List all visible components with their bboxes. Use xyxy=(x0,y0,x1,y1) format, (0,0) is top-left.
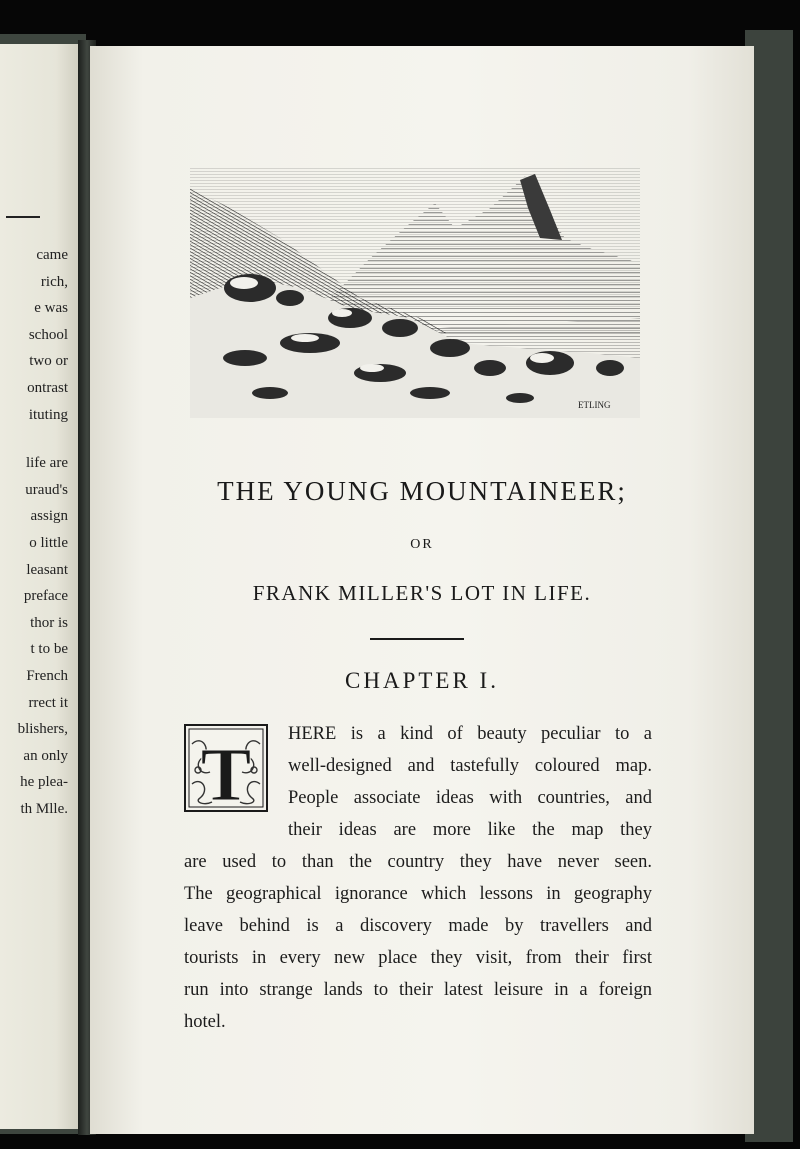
left-line: two or xyxy=(29,353,68,370)
left-line: he plea- xyxy=(20,774,68,791)
left-line: rrect it xyxy=(28,694,68,711)
left-line: thor is xyxy=(30,614,68,631)
paragraph-line: HERE is a kind of beauty peculiar to a xyxy=(288,724,652,744)
left-line: blishers, xyxy=(17,721,68,738)
paragraph-line: are used to than the country they have never seen. xyxy=(184,852,652,872)
paragraph-line: their ideas are more like the map they xyxy=(288,820,652,840)
left-line: assign xyxy=(30,508,68,525)
left-page-text xyxy=(0,242,68,822)
left-line: o little xyxy=(29,534,68,551)
left-line: ituting xyxy=(28,406,68,423)
drop-cap-letter: T xyxy=(200,733,252,812)
left-page-rule xyxy=(6,216,40,218)
left-line: e was xyxy=(34,300,68,317)
paragraph-line: hotel. xyxy=(184,1012,226,1032)
paragraph-line: The geographical ignorance which lessons in geography xyxy=(184,884,652,904)
left-line: school xyxy=(28,326,68,343)
left-line-gap xyxy=(0,428,68,450)
title-or: OR xyxy=(410,537,434,552)
title-divider xyxy=(370,638,464,640)
book-title: THE YOUNG MOUNTAINEER; xyxy=(217,476,627,506)
chapter-heading: CHAPTER I. xyxy=(345,668,499,693)
left-line: uraud's xyxy=(25,481,68,498)
paragraph-line: tourists in every new place they visit, from their first xyxy=(184,948,652,968)
left-line: came xyxy=(36,247,68,263)
left-line: rich, xyxy=(40,273,68,290)
left-line: th Mlle. xyxy=(20,800,68,817)
drop-cap-ornament xyxy=(184,724,268,812)
left-line: t to be xyxy=(30,641,68,658)
left-page xyxy=(0,44,80,1129)
paragraph-line: leave behind is a discovery made by travellers and xyxy=(184,916,652,936)
paragraph-line: run into strange lands to their latest leisure in a foreign xyxy=(184,980,652,1000)
left-line: an only xyxy=(23,747,68,764)
paragraph-line: People associate ideas with countries, and xyxy=(288,788,652,808)
left-line: life are xyxy=(25,455,68,472)
engraver-signature: ETLING xyxy=(578,400,611,410)
left-line: preface xyxy=(23,588,68,605)
left-line: ontrast xyxy=(27,379,68,396)
paragraph-line: well-designed and tastefully coloured map. xyxy=(288,756,652,776)
right-page xyxy=(90,46,754,1134)
left-line: French xyxy=(26,667,68,684)
left-line: leasant xyxy=(26,561,68,578)
book-subtitle: FRANK MILLER'S LOT IN LIFE. xyxy=(252,581,592,605)
mountain-landscape-engraving xyxy=(190,168,640,418)
